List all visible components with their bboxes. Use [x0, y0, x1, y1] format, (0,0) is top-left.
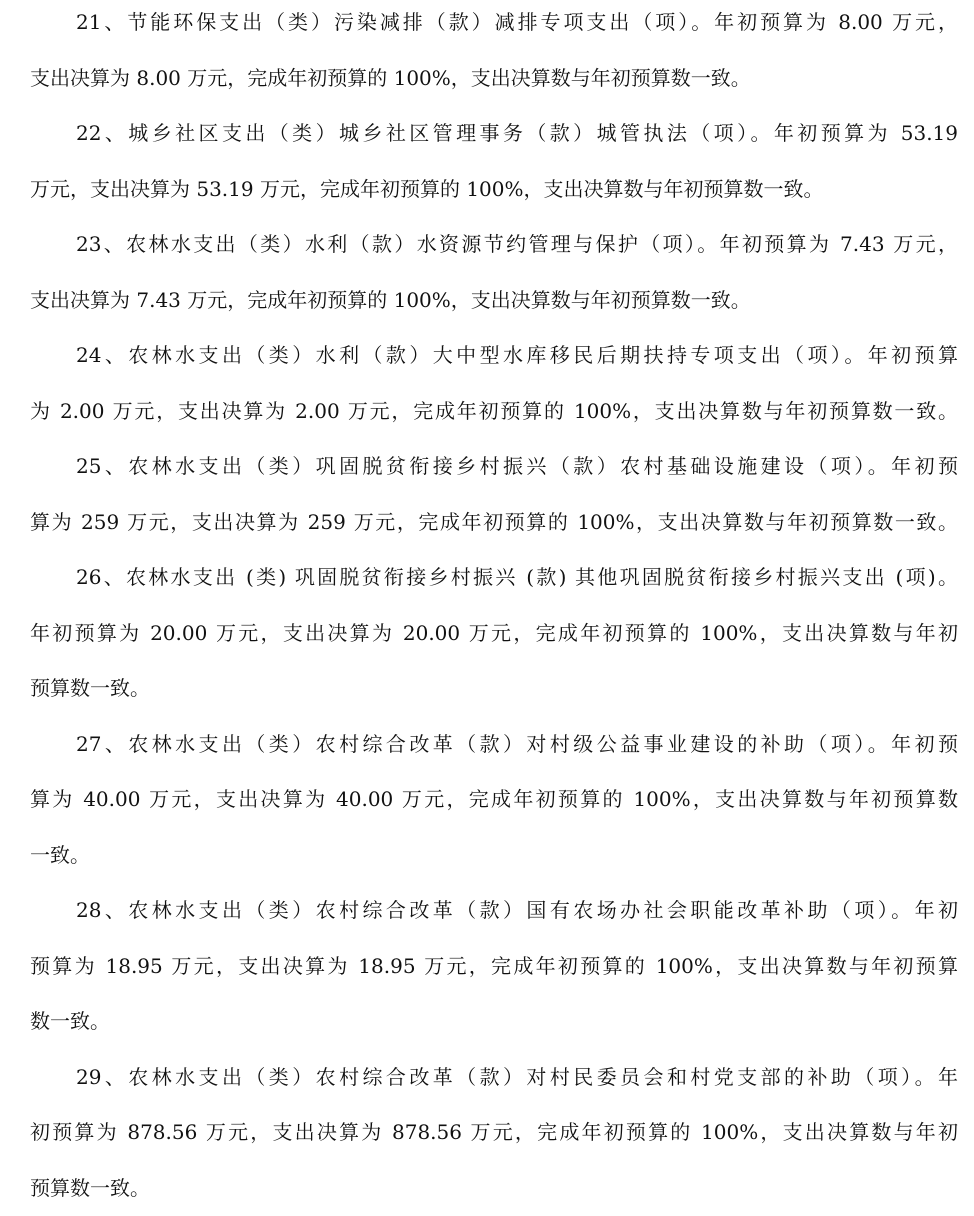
paragraph-item-25: [30, 439, 958, 550]
paragraph-line: 27、农林水支出（类）农村综合改革（款）对村级公益事业建设的补助（项）。年初预: [30, 717, 958, 773]
paragraph-line: 支出决算为 7.43 万元，完成年初预算的 100%，支出决算数与年初预算数一致。: [30, 273, 958, 329]
paragraph-line: 预算为 18.95 万元，支出决算为 18.95 万元，完成年初预算的 100%，支出决算数与年初预算: [30, 939, 958, 995]
paragraph-line: 支出决算为 8.00 万元，完成年初预算的 100%，支出决算数与年初预算数一致。: [30, 51, 958, 107]
paragraph-line: 预算数一致。: [30, 1161, 958, 1216]
paragraph-item-22: [30, 106, 958, 217]
paragraph-line: 23、农林水支出（类）水利（款）水资源节约管理与保护（项）。年初预算为 7.43 万元，: [30, 217, 958, 273]
paragraph-item-26: [30, 550, 958, 717]
paragraph-line: 算为 40.00 万元，支出决算为 40.00 万元，完成年初预算的 100%，支出决算数与年初预算数: [30, 772, 958, 828]
paragraph-item-23: [30, 217, 958, 328]
paragraph-line: 26、农林水支出 (类) 巩固脱贫衔接乡村振兴 (款) 其他巩固脱贫衔接乡村振兴支出 (项)。: [30, 550, 958, 606]
paragraph-line: 22、城乡社区支出（类）城乡社区管理事务（款）城管执法（项）。年初预算为 53.19: [30, 106, 958, 162]
paragraph-line: 25、农林水支出（类）巩固脱贫衔接乡村振兴（款）农村基础设施建设（项）。年初预: [30, 439, 958, 495]
paragraph-line: 数一致。: [30, 994, 958, 1050]
paragraph-line: 预算数一致。: [30, 661, 958, 717]
paragraph-line: 年初预算为 20.00 万元，支出决算为 20.00 万元，完成年初预算的 100%，支出决算数与年初: [30, 606, 958, 662]
paragraph-line: 为 2.00 万元，支出决算为 2.00 万元，完成年初预算的 100%，支出决算数与年初预算数一致。: [30, 384, 958, 440]
paragraph-line: 算为 259 万元，支出决算为 259 万元，完成年初预算的 100%，支出决算数与年初预算数一致。: [30, 495, 958, 551]
paragraph-line: 一致。: [30, 828, 958, 884]
document-body: [30, 0, 958, 1216]
paragraph-line: 初预算为 878.56 万元，支出决算为 878.56 万元，完成年初预算的 100%，支出决算数与年初: [30, 1105, 958, 1161]
paragraph-item-29: [30, 1050, 958, 1216]
paragraph-line: 21、节能环保支出（类）污染减排（款）减排专项支出（项）。年初预算为 8.00 万元，: [30, 0, 958, 51]
paragraph-line: 万元，支出决算为 53.19 万元，完成年初预算的 100%，支出决算数与年初预算数一致。: [30, 162, 958, 218]
paragraph-item-28: [30, 883, 958, 1050]
paragraph-item-24: [30, 328, 958, 439]
paragraph-item-27: [30, 717, 958, 884]
paragraph-line: 24、农林水支出（类）水利（款）大中型水库移民后期扶持专项支出（项）。年初预算: [30, 328, 958, 384]
paragraph-line: 29、农林水支出（类）农村综合改革（款）对村民委员会和村党支部的补助（项）。年: [30, 1050, 958, 1106]
paragraph-item-21: [30, 0, 958, 106]
paragraph-line: 28、农林水支出（类）农村综合改革（款）国有农场办社会职能改革补助（项）。年初: [30, 883, 958, 939]
